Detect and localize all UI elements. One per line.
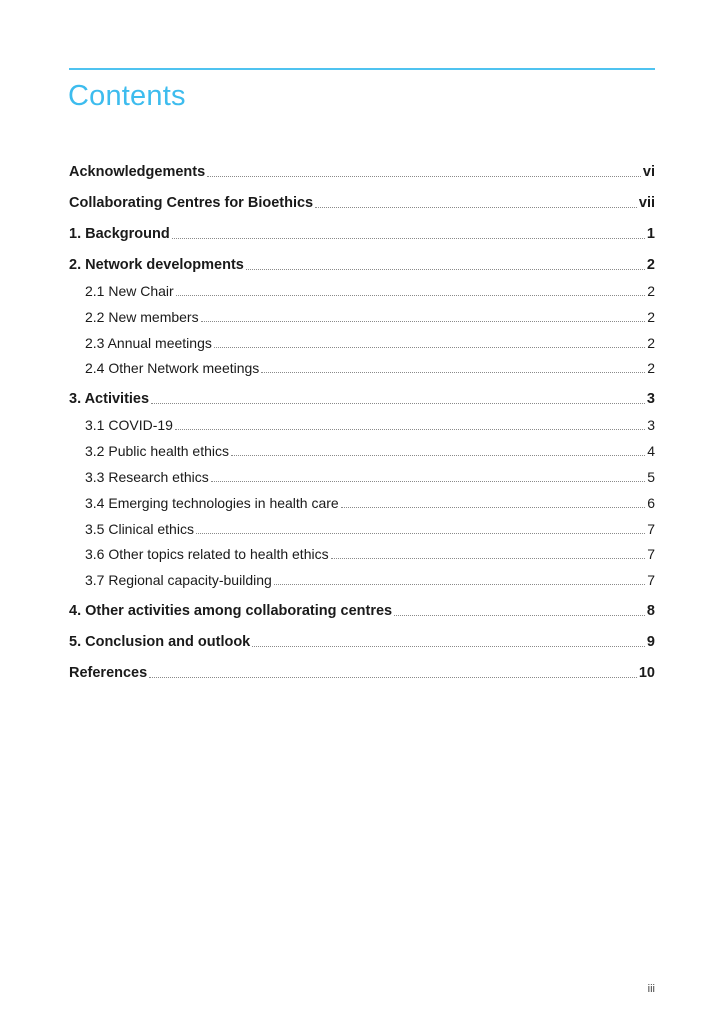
toc-entry-page: 7 [647,520,655,537]
toc-entry-label: 2.2 New members [85,308,199,325]
dot-leader [231,455,645,456]
toc-entry-label: 3.4 Emerging technologies in health care [85,494,339,511]
page-number: iii [647,983,655,995]
dot-leader [211,481,645,482]
toc-entry[interactable] [69,160,655,180]
toc-entry-label: References [69,665,148,682]
header-rule [69,68,655,70]
toc-subentry[interactable] [69,305,655,325]
toc-entry-page: 2 [647,360,655,377]
toc-entry-page: 7 [647,572,655,589]
dot-leader [261,372,645,373]
toc-entry[interactable] [69,599,655,619]
toc-entry-label: 3. Activities [69,391,150,408]
toc-entry-label: 2.1 New Chair [85,283,174,299]
toc-entry-label: 2.3 Annual meetings [85,334,212,351]
toc-subentry[interactable] [69,439,655,459]
dot-leader [246,269,645,270]
dot-leader [176,295,646,296]
dot-leader [172,238,645,239]
dot-leader [252,646,645,647]
toc-entry-page: 2 [647,334,655,351]
toc-entry-page: 4 [647,443,655,460]
toc-subentry[interactable] [69,491,655,511]
toc-entry-page: 5 [647,468,655,485]
dot-leader [331,558,646,559]
toc-entry-page: 2 [647,308,655,325]
toc-entry[interactable] [69,222,655,242]
toc-entry-label: 5. Conclusion and outlook [69,634,251,651]
toc-entry-page: 3 [647,417,655,434]
toc-entry-label: 3.1 COVID-19 [85,417,173,434]
toc-entry-page: 9 [646,634,655,651]
dot-leader [394,615,645,616]
toc-subentry[interactable] [69,517,655,537]
dot-leader [201,321,646,322]
toc-entry-label: Collaborating Centres for Bioethics [69,195,314,211]
toc-entry[interactable] [69,661,655,681]
toc-entry-page: vii [638,195,655,211]
dot-leader [341,507,645,508]
toc-entry-page: 8 [646,603,655,620]
dot-leader [196,533,645,534]
dot-leader [151,403,645,404]
toc-subentry[interactable] [69,465,655,485]
toc-entry-label: 1. Background [69,226,170,242]
toc-entry-page: 2 [646,257,655,273]
toc-entry-page: 10 [638,665,655,682]
toc-entry-label: 3.7 Regional capacity-building [85,572,272,589]
toc-entry-label: 3.6 Other topics related to health ethics [85,546,329,563]
toc-entry-label: 3.2 Public health ethics [85,443,229,460]
toc-subentry[interactable] [69,279,655,299]
dot-leader [149,677,637,678]
dot-leader [315,207,637,208]
toc-entry[interactable] [69,387,655,407]
toc-entry-page: 6 [647,494,655,511]
toc-entry-page: vi [642,164,655,180]
toc-entry-page: 1 [646,226,655,242]
page-title: Contents [68,80,186,112]
dot-leader [214,347,645,348]
toc-subentry[interactable] [69,331,655,351]
toc-entry[interactable] [69,191,655,211]
dot-leader [175,429,645,430]
toc-entry-page: 3 [646,391,655,408]
toc-entry-page: 7 [647,546,655,563]
toc-entry-label: 2. Network developments [69,257,244,273]
toc-entry[interactable] [69,253,655,273]
toc-subentry[interactable] [69,568,655,588]
toc-subentry[interactable] [69,542,655,562]
toc-entry-label: Acknowledgements [69,164,206,180]
toc-entry-label: 2.4 Other Network meetings [85,360,260,377]
toc-entry[interactable] [69,630,655,650]
toc-entry-label: 3.3 Research ethics [85,468,209,485]
toc-entry-label: 4. Other activities among collaborating centres [69,603,393,620]
toc-entry-page: 2 [647,283,655,299]
dot-leader [274,584,645,585]
toc-subentry[interactable] [69,356,655,376]
toc-subentry[interactable] [69,413,655,433]
table-of-contents [69,160,655,692]
dot-leader [207,176,641,177]
toc-entry-label: 3.5 Clinical ethics [85,520,194,537]
